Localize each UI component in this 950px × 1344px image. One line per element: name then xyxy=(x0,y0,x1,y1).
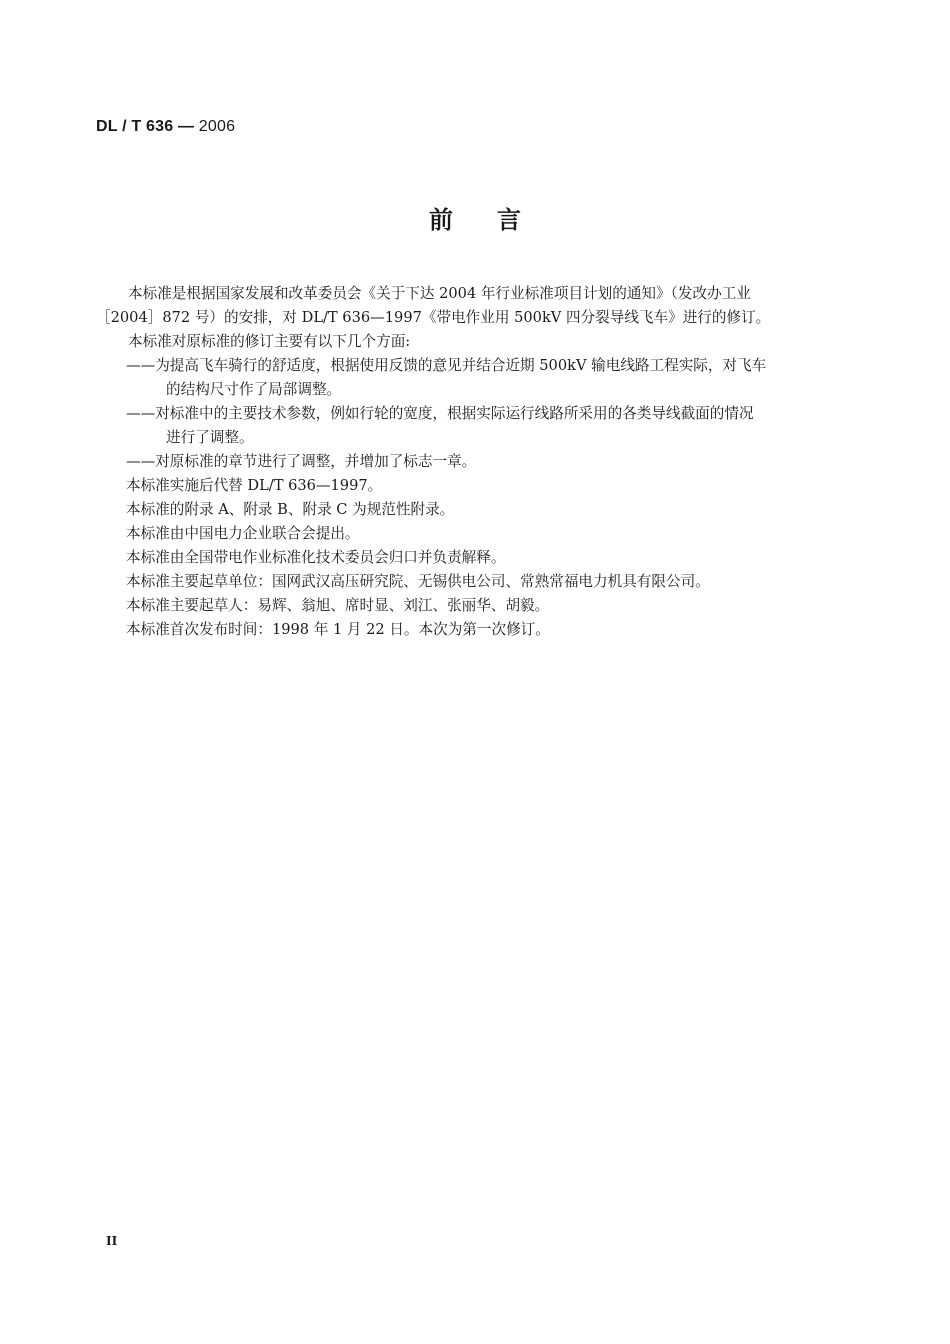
section-title: 前言 xyxy=(429,206,565,234)
list-item-1-line-2: 的结构尺寸作了局部调整。 xyxy=(166,381,342,398)
document-code-year: 2006 xyxy=(198,118,236,135)
list-item-3: ——对原标准的章节进行了调整，并增加了标志一章。 xyxy=(126,453,477,470)
document-code-prefix: DL / T 636 xyxy=(96,118,174,135)
paragraph-4: 本标准的附录 A、附录 B、附录 C 为规范性附录。 xyxy=(126,501,455,518)
document-code xyxy=(96,118,235,136)
list-item-2-line-1: ——对标准中的主要技术参数，例如行轮的宽度，根据实际运行线路所采用的各类导线截面的情况 xyxy=(126,405,754,422)
paragraph-3: 本标准实施后代替 DL/T 636—1997。 xyxy=(126,477,383,494)
paragraph-2: 本标准对原标准的修订主要有以下几个方面: xyxy=(128,333,411,350)
paragraph-1-line-1: 本标准是根据国家发展和改革委员会《关于下达 2004 年行业标准项目计划的通知》（发改办工业 xyxy=(128,285,751,302)
paragraph-5: 本标准由中国电力企业联合会提出。 xyxy=(126,525,360,542)
list-item-1-line-1: ——为提高飞车骑行的舒适度，根据使用反馈的意见并结合近期 500kV 输电线路工程实际，对飞车 xyxy=(126,357,767,374)
paragraph-8: 本标准主要起草人：易辉、翁旭、席时显、刘江、张丽华、胡毅。 xyxy=(126,597,550,614)
paragraph-7: 本标准主要起草单位：国网武汉高压研究院、无锡供电公司、常熟常福电力机具有限公司。 xyxy=(126,573,710,590)
document-code-separator: — xyxy=(173,118,199,135)
page-number: II xyxy=(106,1234,118,1248)
paragraph-6: 本标准由全国带电作业标准化技术委员会归口并负责解释。 xyxy=(126,549,506,566)
paragraph-1-line-2: ［2004］872 号）的安排，对 DL/T 636—1997《带电作业用 500kV 四分裂导线飞车》进行的修订。 xyxy=(96,309,771,326)
foreword-body xyxy=(96,282,846,642)
paragraph-9: 本标准首次发布时间：1998 年 1 月 22 日。本次为第一次修订。 xyxy=(126,621,550,638)
list-item-2-line-2: 进行了调整。 xyxy=(166,429,254,446)
